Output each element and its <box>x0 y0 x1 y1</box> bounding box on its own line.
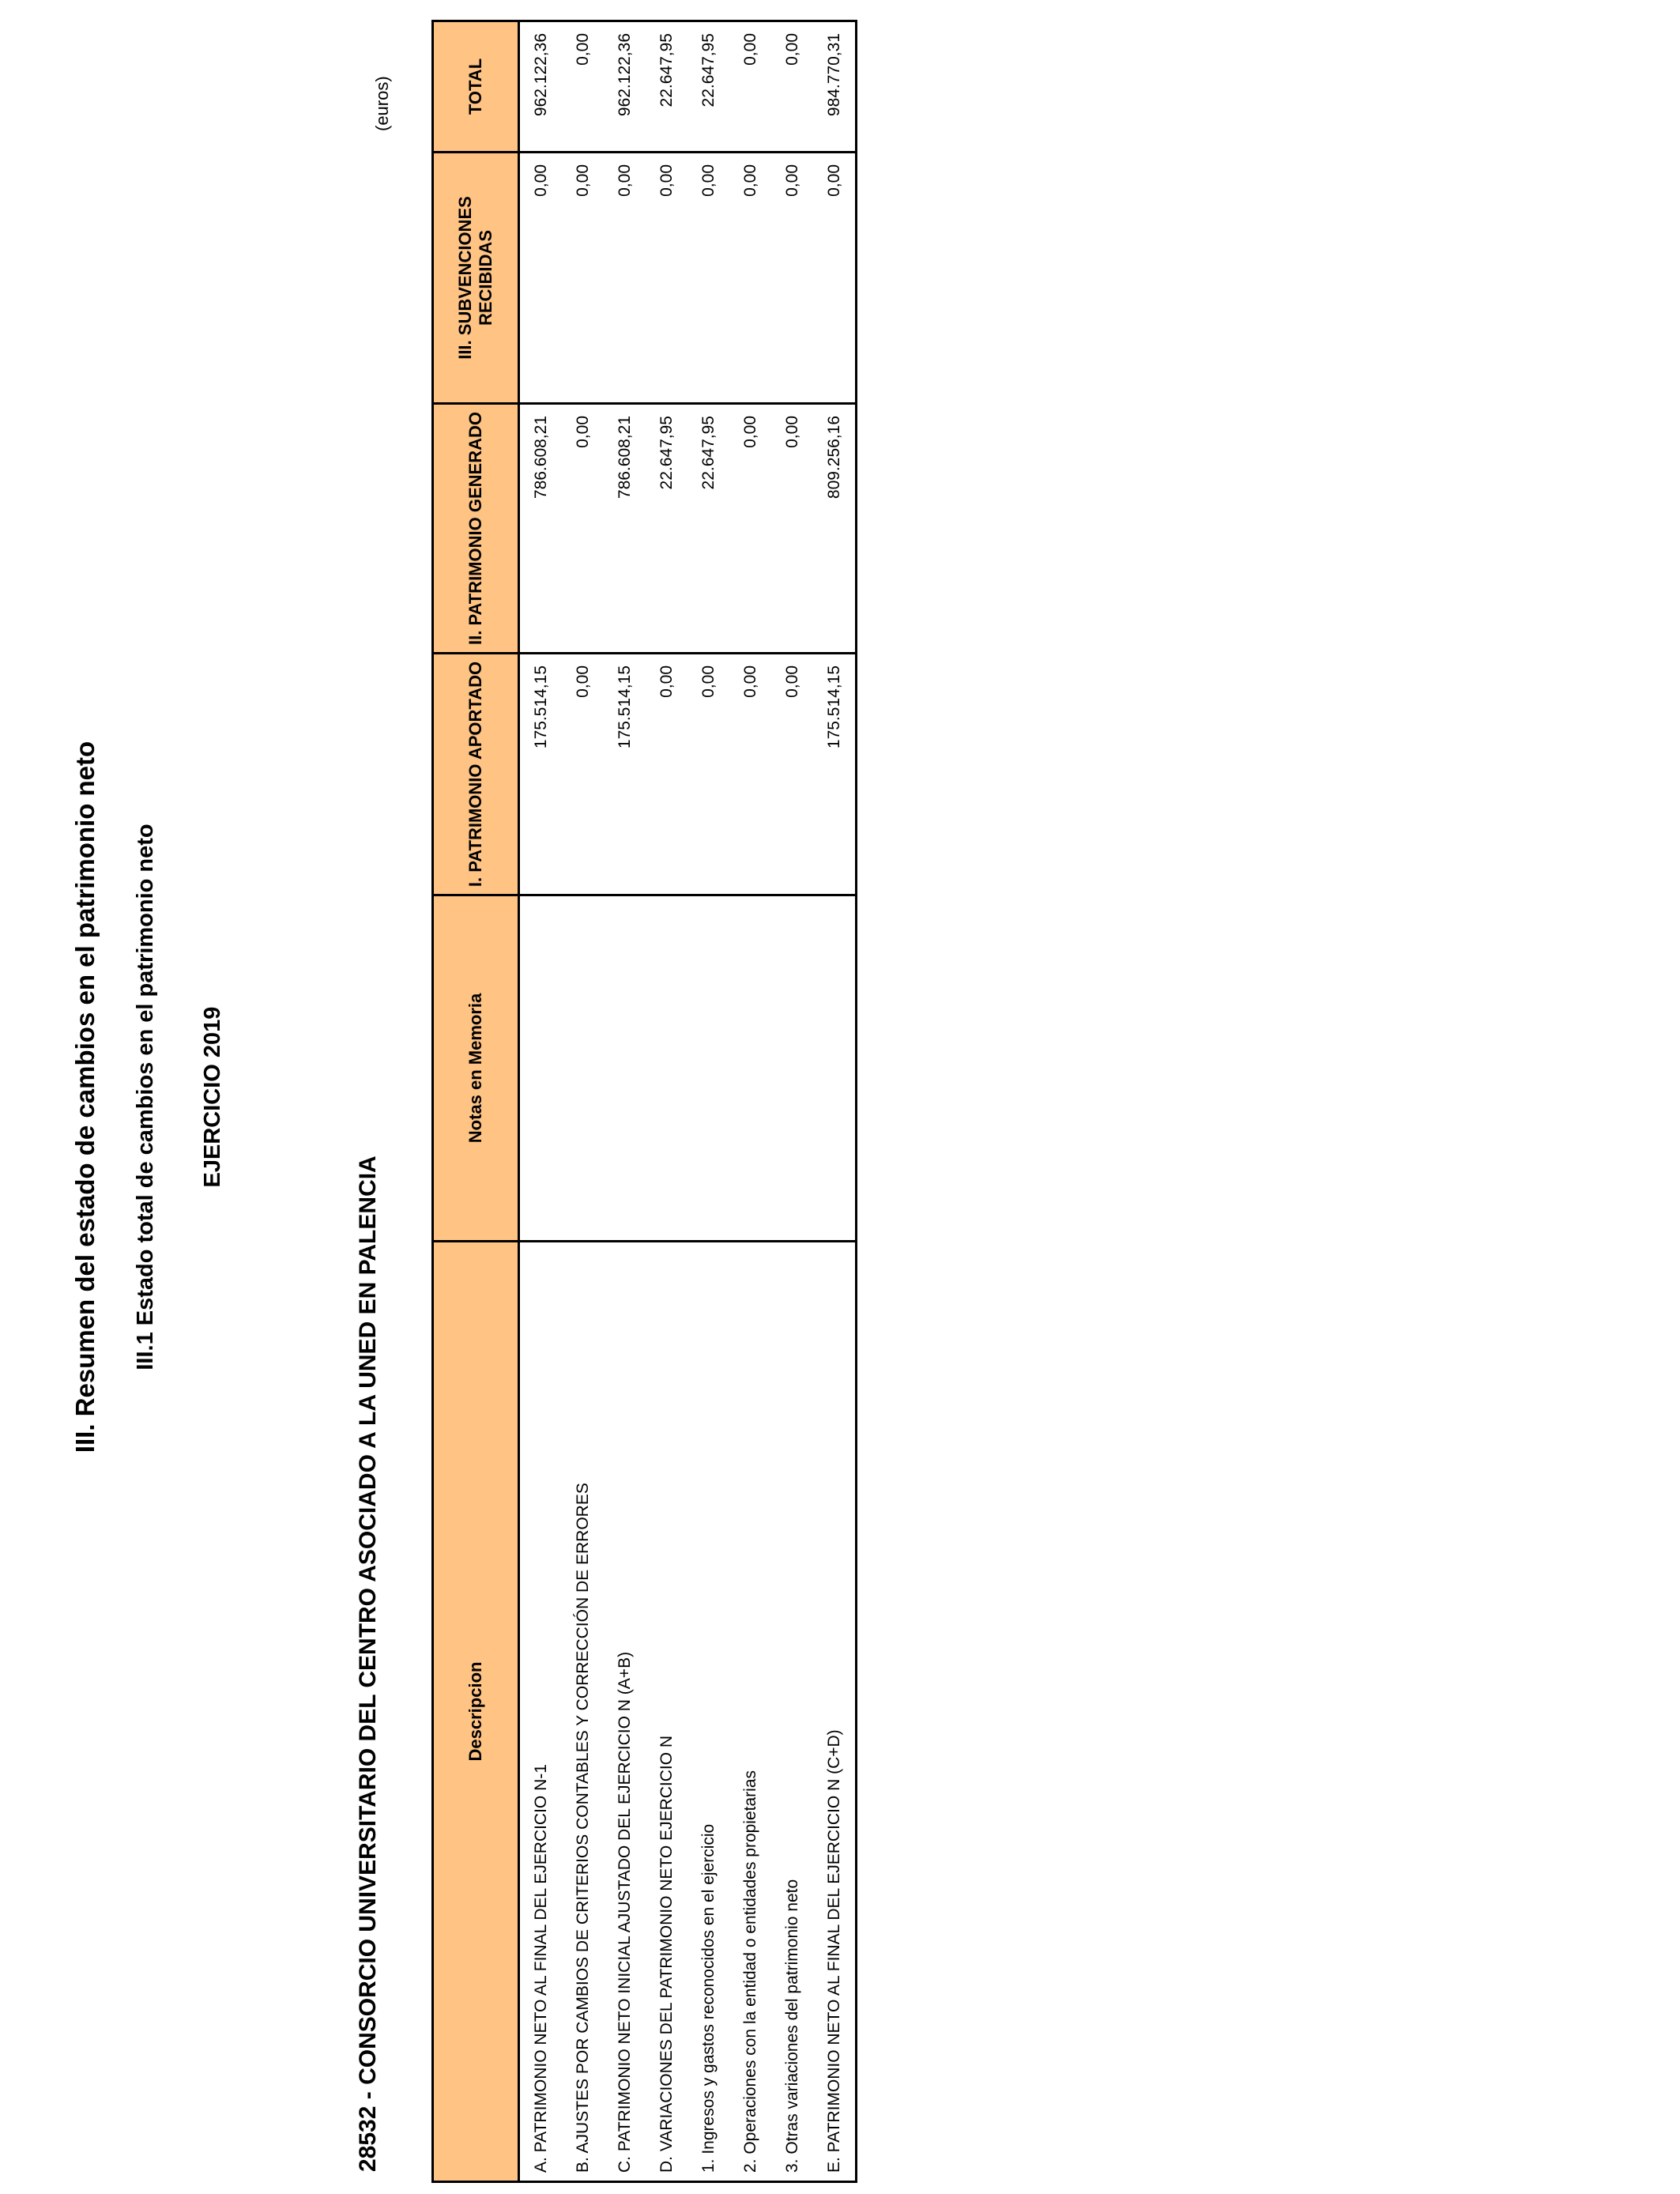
units-label: (euros) <box>372 76 392 131</box>
column-header-notas: Notas en Memoria <box>433 895 519 1242</box>
row-generado: 0,00 <box>771 404 813 654</box>
row-total: 962.122,36 <box>519 21 563 153</box>
page-title: III. Resumen del estado de cambios en el patrimonio neto <box>70 741 100 1453</box>
row-generado: 0,00 <box>729 404 771 654</box>
row-notas <box>646 895 687 1242</box>
row-notas <box>519 895 563 1242</box>
row-description: E. PATRIMONIO NETO AL FINAL DEL EJERCICIO N (C+D) <box>813 1242 857 2182</box>
row-aportado: 0,00 <box>562 654 604 895</box>
row-notas <box>604 895 646 1242</box>
row-subvenciones: 0,00 <box>687 153 729 404</box>
table-row <box>771 21 813 2182</box>
row-aportado: 0,00 <box>771 654 813 895</box>
table-row <box>646 21 687 2182</box>
row-description: C. PATRIMONIO NETO INICIAL AJUSTADO DEL EJERCICIO N (A+B) <box>604 1242 646 2182</box>
column-header-generado: II. PATRIMONIO GENERADO <box>433 404 519 654</box>
row-aportado: 175.514,15 <box>813 654 857 895</box>
row-generado: 22.647,95 <box>687 404 729 654</box>
row-aportado: 0,00 <box>646 654 687 895</box>
column-header-aportado: I. PATRIMONIO APORTADO <box>433 654 519 895</box>
table-row <box>687 21 729 2182</box>
row-total: 0,00 <box>729 21 771 153</box>
row-subvenciones: 0,00 <box>771 153 813 404</box>
row-subvenciones: 0,00 <box>646 153 687 404</box>
row-subvenciones: 0,00 <box>729 153 771 404</box>
equity-changes-table <box>431 20 857 2183</box>
table-row <box>604 21 646 2182</box>
row-total: 984.770,31 <box>813 21 857 153</box>
row-subvenciones: 0,00 <box>813 153 857 404</box>
row-total: 0,00 <box>562 21 604 153</box>
row-description: 3. Otras variaciones del patrimonio neto <box>771 1242 813 2182</box>
row-subvenciones: 0,00 <box>519 153 563 404</box>
row-description: 1. Ingresos y gastos reconocidos en el ejercicio <box>687 1242 729 2182</box>
exercise-year: EJERCICIO 2019 <box>200 1006 225 1188</box>
page-subtitle: III.1 Estado total de cambios en el patrimonio neto <box>133 824 158 1370</box>
row-generado: 786.608,21 <box>519 404 563 654</box>
row-subvenciones: 0,00 <box>604 153 646 404</box>
column-header-descripcion: Descripcion <box>433 1242 519 2182</box>
row-generado: 0,00 <box>562 404 604 654</box>
row-total: 22.647,95 <box>687 21 729 153</box>
column-header-total: TOTAL <box>433 21 519 153</box>
row-notas <box>562 895 604 1242</box>
row-aportado: 0,00 <box>729 654 771 895</box>
row-description: D. VARIACIONES DEL PATRIMONIO NETO EJERCICIO N <box>646 1242 687 2182</box>
row-subvenciones: 0,00 <box>562 153 604 404</box>
row-generado: 22.647,95 <box>646 404 687 654</box>
table-row <box>729 21 771 2182</box>
table-row <box>519 21 563 2182</box>
row-description: B. AJUSTES POR CAMBIOS DE CRITERIOS CONTABLES Y CORRECCIÓN DE ERRORES <box>562 1242 604 2182</box>
row-total: 0,00 <box>771 21 813 153</box>
row-generado: 786.608,21 <box>604 404 646 654</box>
column-header-subvenciones: III. SUBVENCIONES RECIBIDAS <box>433 153 519 404</box>
row-generado: 809.256,16 <box>813 404 857 654</box>
row-notas <box>729 895 771 1242</box>
row-notas <box>813 895 857 1242</box>
row-aportado: 0,00 <box>687 654 729 895</box>
table-row <box>562 21 604 2182</box>
row-aportado: 175.514,15 <box>519 654 563 895</box>
row-notas <box>687 895 729 1242</box>
row-aportado: 175.514,15 <box>604 654 646 895</box>
table-header-row <box>433 21 519 2182</box>
row-total: 22.647,95 <box>646 21 687 153</box>
entity-name: 28532 - CONSORCIO UNIVERSITARIO DEL CENTRO ASOCIADO A LA UNED EN PALENCIA <box>355 1155 381 2172</box>
row-notas <box>771 895 813 1242</box>
row-description: 2. Operaciones con la entidad o entidades propietarias <box>729 1242 771 2182</box>
table-row <box>813 21 857 2182</box>
row-total: 962.122,36 <box>604 21 646 153</box>
row-description: A. PATRIMONIO NETO AL FINAL DEL EJERCICIO N-1 <box>519 1242 563 2182</box>
